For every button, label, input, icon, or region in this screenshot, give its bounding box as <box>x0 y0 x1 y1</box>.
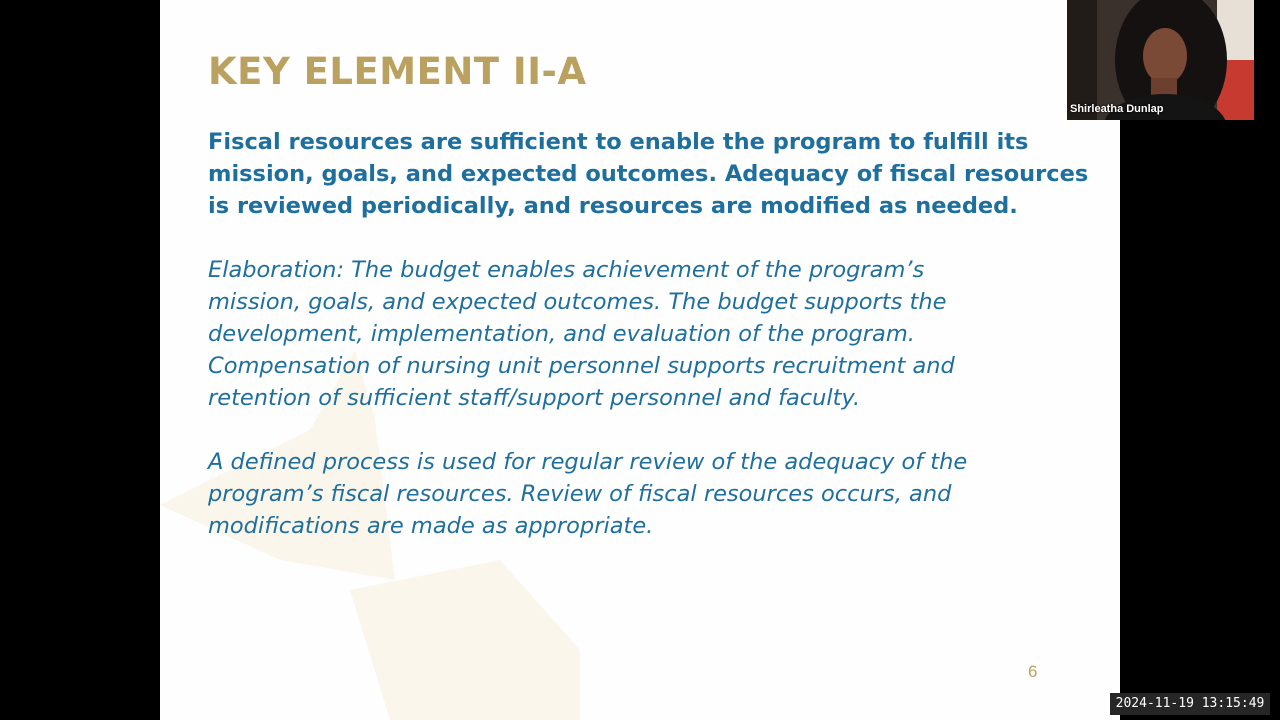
elaboration-line: development, implementation, and evaluation of the program. <box>208 321 915 347</box>
participant-video-icon <box>1067 0 1254 120</box>
participant-video-tile[interactable] <box>1067 0 1254 120</box>
participant-name-label: Shirleatha Dunlap <box>1070 103 1164 115</box>
elaboration-paragraph <box>208 254 1088 414</box>
statement-line: mission, goals, and expected outcomes. Adequacy of fiscal resources <box>208 161 1089 187</box>
process-line: A defined process is used for regular review of the adequacy of the <box>208 449 968 475</box>
elaboration-line: Elaboration: The budget enables achievement of the program’s <box>208 257 925 283</box>
process-line: modifications are made as appropriate. <box>208 513 654 539</box>
elaboration-line: mission, goals, and expected outcomes. The budget supports the <box>208 289 947 315</box>
slide-title: KEY ELEMENT II-A <box>208 50 587 93</box>
elaboration-line: Compensation of nursing unit personnel supports recruitment and <box>208 353 955 379</box>
presentation-slide <box>160 0 1120 720</box>
recording-timestamp: 2024-11-19 13:15:49 <box>1110 693 1270 715</box>
statement-line: is reviewed periodically, and resources are modified as needed. <box>208 193 1018 219</box>
statement-line: Fiscal resources are sufficient to enable the program to fulfill its <box>208 129 1029 155</box>
slide-page-number: 6 <box>1028 662 1038 681</box>
process-line: program’s fiscal resources. Review of fiscal resources occurs, and <box>208 481 952 507</box>
elaboration-line: retention of sufficient staff/support personnel and faculty. <box>208 385 861 411</box>
key-element-statement <box>208 126 1088 222</box>
review-process-paragraph <box>208 446 1088 542</box>
